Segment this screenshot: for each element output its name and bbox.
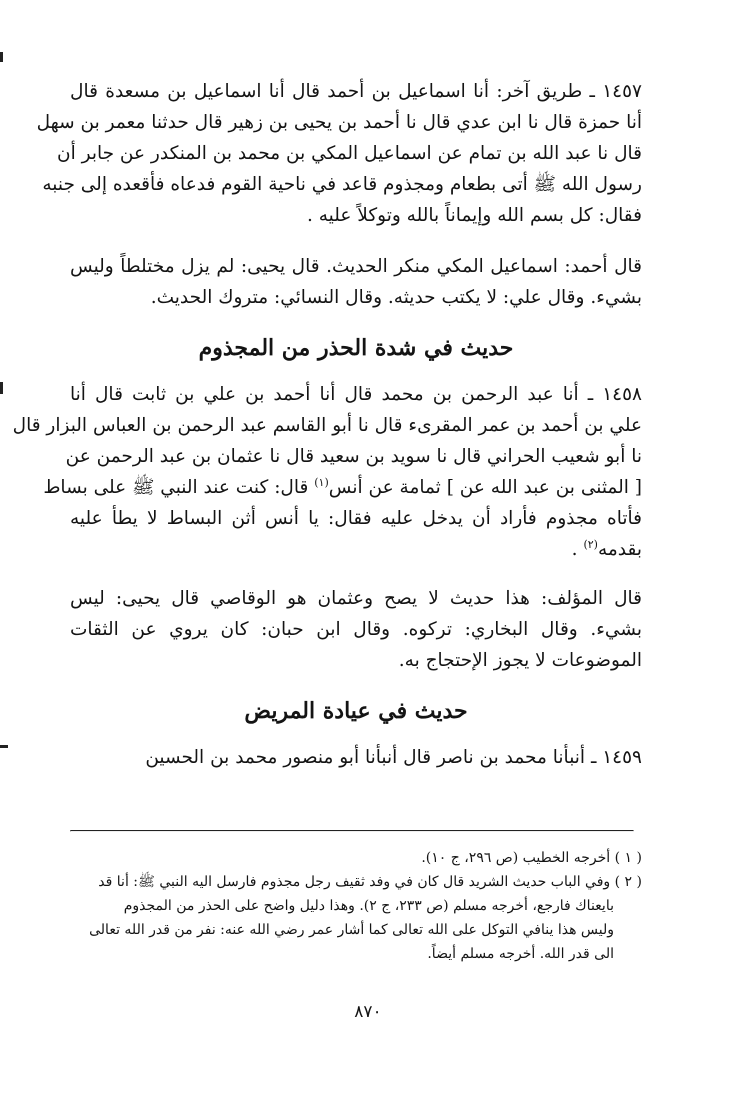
- footnote-line: ( ٢ ) وفي الباب حديث الشريد قال كان في وفد ثقيف رجل مجذوم فارسل اليه النبي ﷺ: أنا قد: [98, 874, 642, 890]
- text-segment: قال: كنت عند النبي ﷺ على بساط: [43, 477, 309, 498]
- hadith-1457: [36, 76, 642, 231]
- section-heading: حديث في عيادة المريض: [244, 698, 468, 724]
- footnotes: [70, 846, 642, 966]
- commentary-1457: [70, 251, 642, 313]
- text-line: [43, 472, 642, 503]
- text-segment: .: [571, 539, 578, 560]
- text-line: فأتاه مجذوم فأراد أن يدخل عليه فقال: يا أنس أثن البساط لا يطأ عليه: [70, 508, 642, 529]
- text-line: فقال: كل بسم الله وإيماناً بالله وتوكلاً عليه .: [307, 205, 642, 226]
- section-heading: حديث في شدة الحذر من المجذوم: [198, 335, 514, 361]
- text-line: نا أبو شعيب الحراني قال نا سويد بن سعيد قال نا عثمان بن عبد الرحمن عن: [65, 446, 642, 467]
- footnote-line: الى قدر الله. أخرجه مسلم أيضاً.: [427, 946, 614, 962]
- text-line: أنا حمزة قال نا ابن عدي قال نا أحمد بن يحيى بن زهير قال حدثنا معمر بن سهل: [36, 112, 642, 133]
- footnote: [70, 846, 642, 870]
- text-line: بشيء. وقال البخاري: تركوه. وقال ابن حبان: كان يروي عن الثقات: [70, 619, 642, 640]
- footnote-ref: (٢): [583, 537, 598, 551]
- text-line: قال أحمد: اسماعيل المكي منكر الحديث. قال يحيى: لم يزل مختلطاً وليس: [70, 256, 642, 277]
- footnote-separator: [70, 830, 634, 832]
- page-number: ٨٧٠: [354, 1002, 382, 1022]
- footnote-line: بايعناك فارجع، أخرجه مسلم (ص ٢٣٣، ج ٢). وهذا دليل واضح على الحذر من المجذوم: [123, 898, 614, 914]
- text-line: علي بن أحمد بن عمر المقرىء قال نا أبو القاسم عبد الرحمن بن العباس البزار قال: [12, 415, 642, 436]
- footnote-line: وليس هذا ينافي التوكل على الله تعالى كما أشار عمر رضي الله عنه: نفر من قدر الله تعالى: [89, 922, 614, 938]
- hadith-1458: [12, 379, 642, 565]
- text-line: [70, 534, 642, 565]
- scan-edge-mark: [0, 745, 8, 748]
- scan-edge-mark: [0, 382, 3, 394]
- text-line: الموضوعات لا يجوز الإحتجاج به.: [398, 650, 642, 671]
- footnote: [70, 870, 642, 966]
- scan-edge-mark: [0, 52, 3, 62]
- text-line: ١٤٥٨ ـ أنا عبد الرحمن بن محمد قال أنا أحمد بن علي بن ثابت قال أنا: [70, 384, 642, 405]
- commentary-1458: [70, 583, 642, 676]
- text-line: قال نا عبد الله بن تمام عن اسماعيل المكي بن محمد بن المنكدر عن جابر أن: [57, 143, 642, 164]
- hadith-1459: [70, 742, 642, 773]
- page-body: [12, 76, 642, 773]
- footnote-ref: (١): [314, 475, 329, 489]
- text-line: بشيء. وقال علي: لا يكتب حديثه. وقال النسائي: متروك الحديث.: [150, 287, 642, 308]
- text-line: رسول الله ﷺ أتى بطعام ومجذوم قاعد في ناحية القوم فدعاه فأقعده إلى جنبه: [42, 174, 642, 195]
- text-line: ١٤٥٧ ـ طريق آخر: أنا اسماعيل بن أحمد قال أنا اسماعيل بن مسعدة قال: [70, 81, 642, 102]
- text-line: قال المؤلف: هذا حديث لا يصح وعثمان هو الوقاصي قال يحيى: ليس: [70, 588, 642, 609]
- text-line: ١٤٥٩ ـ أنبأنا محمد بن ناصر قال أنبأنا أبو منصور محمد بن الحسين: [145, 747, 642, 768]
- text-segment: [ المثنى بن عبد الله عن ] ثمامة عن أنس: [328, 477, 642, 498]
- footnote-line: ( ١ ) أخرجه الخطيب (ص ٢٩٦، ج ١٠).: [421, 850, 642, 866]
- text-segment: بقدمه: [597, 539, 642, 560]
